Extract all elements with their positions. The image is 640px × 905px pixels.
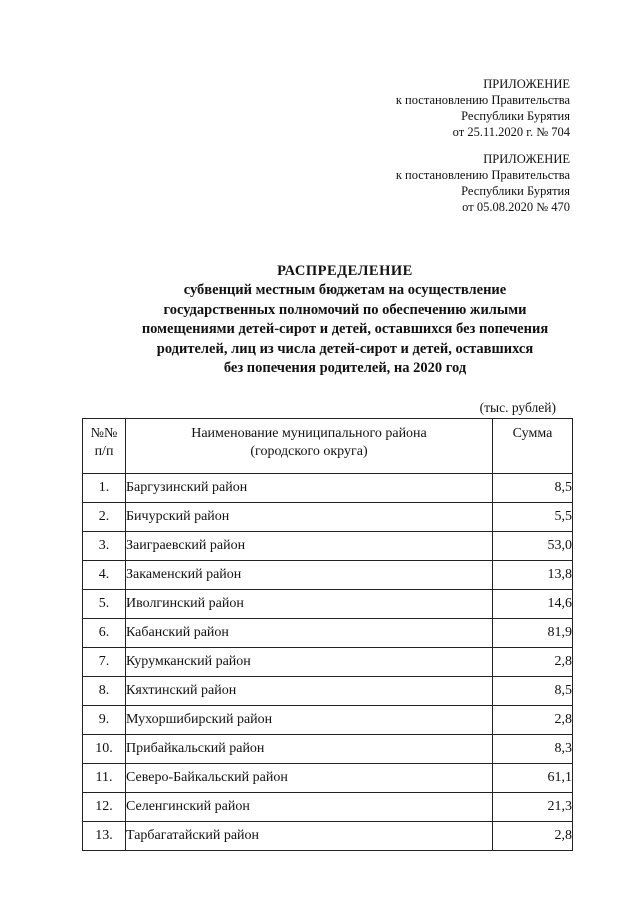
row-number-cell: 13. — [83, 822, 126, 851]
row-number-cell: 4. — [83, 561, 126, 590]
row-sum-cell: 13,8 — [493, 561, 573, 590]
row-number-cell: 7. — [83, 648, 126, 677]
title-line: государственных полномочий по обеспечению жилыми — [163, 301, 527, 318]
row-sum-cell: 81,9 — [493, 619, 573, 648]
table-row — [83, 619, 573, 648]
table-row — [83, 561, 573, 590]
table-row — [83, 822, 573, 851]
table-row — [83, 706, 573, 735]
table-row — [83, 677, 573, 706]
table-row — [83, 764, 573, 793]
header-number — [83, 419, 126, 474]
row-district-cell: Заиграевский район — [126, 532, 493, 561]
row-district-cell: Баргузинский район — [126, 474, 493, 503]
appendix-date-number: от 05.08.2020 № 470 — [462, 200, 570, 214]
row-sum-cell: 61,1 — [493, 764, 573, 793]
row-sum-cell: 2,8 — [493, 648, 573, 677]
row-sum-cell: 8,3 — [493, 735, 573, 764]
row-district-cell: Мухоршибирский район — [126, 706, 493, 735]
row-district-cell: Тарбагатайский район — [126, 822, 493, 851]
row-district-cell: Селенгинский район — [126, 793, 493, 822]
title-line: помещениями детей-сирот и детей, оставшихся без попечения — [141, 321, 549, 338]
row-number-cell: 1. — [83, 474, 126, 503]
row-district-cell: Бичурский район — [126, 503, 493, 532]
row-number-cell: 3. — [83, 532, 126, 561]
row-district-cell: Северо-Байкальский район — [126, 764, 493, 793]
appendix-date-number: от 25.11.2020 г. № 704 — [452, 125, 570, 139]
row-sum-cell: 8,5 — [493, 474, 573, 503]
appendix-reference: к постановлению Правительства — [395, 168, 570, 182]
header-district-name — [126, 419, 493, 474]
distribution-table — [82, 418, 573, 851]
row-district-cell: Иволгинский район — [126, 590, 493, 619]
row-district-cell: Закаменский район — [126, 561, 493, 590]
table-row — [83, 648, 573, 677]
header-name-line: (городского округа) — [250, 444, 368, 459]
appendix-republic: Республики Бурятия — [461, 109, 570, 123]
row-sum-cell: 21,3 — [493, 793, 573, 822]
title-line: без попечения родителей, на 2020 год — [223, 360, 467, 377]
header-number-line: №№ — [90, 426, 118, 441]
row-sum-cell: 2,8 — [493, 822, 573, 851]
table-row — [83, 474, 573, 503]
row-number-cell: 5. — [83, 590, 126, 619]
row-number-cell: 8. — [83, 677, 126, 706]
table-row — [83, 590, 573, 619]
document-title — [0, 262, 640, 378]
header-number-line: п/п — [94, 444, 114, 459]
title-line: субвенций местным бюджетам на осуществление — [183, 282, 507, 299]
title-main: РАСПРЕДЕЛЕНИЕ — [277, 263, 413, 279]
row-number-cell: 6. — [83, 619, 126, 648]
appendix-heading: ПРИЛОЖЕНИЕ — [483, 152, 570, 166]
table-row — [83, 532, 573, 561]
row-sum-cell: 14,6 — [493, 590, 573, 619]
table-row — [83, 793, 573, 822]
table-row — [83, 503, 573, 532]
appendix-note-original — [396, 151, 570, 215]
table-header-row — [83, 419, 573, 474]
row-number-cell: 9. — [83, 706, 126, 735]
appendix-heading: ПРИЛОЖЕНИЕ — [483, 77, 570, 91]
appendix-reference: к постановлению Правительства — [395, 93, 570, 107]
appendix-republic: Республики Бурятия — [461, 184, 570, 198]
row-number-cell: 10. — [83, 735, 126, 764]
header-name-line: Наименование муниципального района — [191, 426, 427, 441]
row-number-cell: 12. — [83, 793, 126, 822]
row-district-cell: Кяхтинский район — [126, 677, 493, 706]
row-number-cell: 11. — [83, 764, 126, 793]
row-sum-cell: 5,5 — [493, 503, 573, 532]
row-district-cell: Курумканский район — [126, 648, 493, 677]
header-sum: Сумма — [493, 419, 573, 474]
row-district-cell: Прибайкальский район — [126, 735, 493, 764]
title-line: родителей, лиц из числа детей-сирот и детей, оставшихся — [156, 340, 534, 357]
row-number-cell: 2. — [83, 503, 126, 532]
row-sum-cell: 2,8 — [493, 706, 573, 735]
row-district-cell: Кабанский район — [126, 619, 493, 648]
appendix-note-current — [396, 76, 570, 140]
units-label: (тыс. рублей) — [479, 400, 556, 415]
row-sum-cell: 8,5 — [493, 677, 573, 706]
table-body — [83, 474, 573, 851]
table-row — [83, 735, 573, 764]
row-sum-cell: 53,0 — [493, 532, 573, 561]
